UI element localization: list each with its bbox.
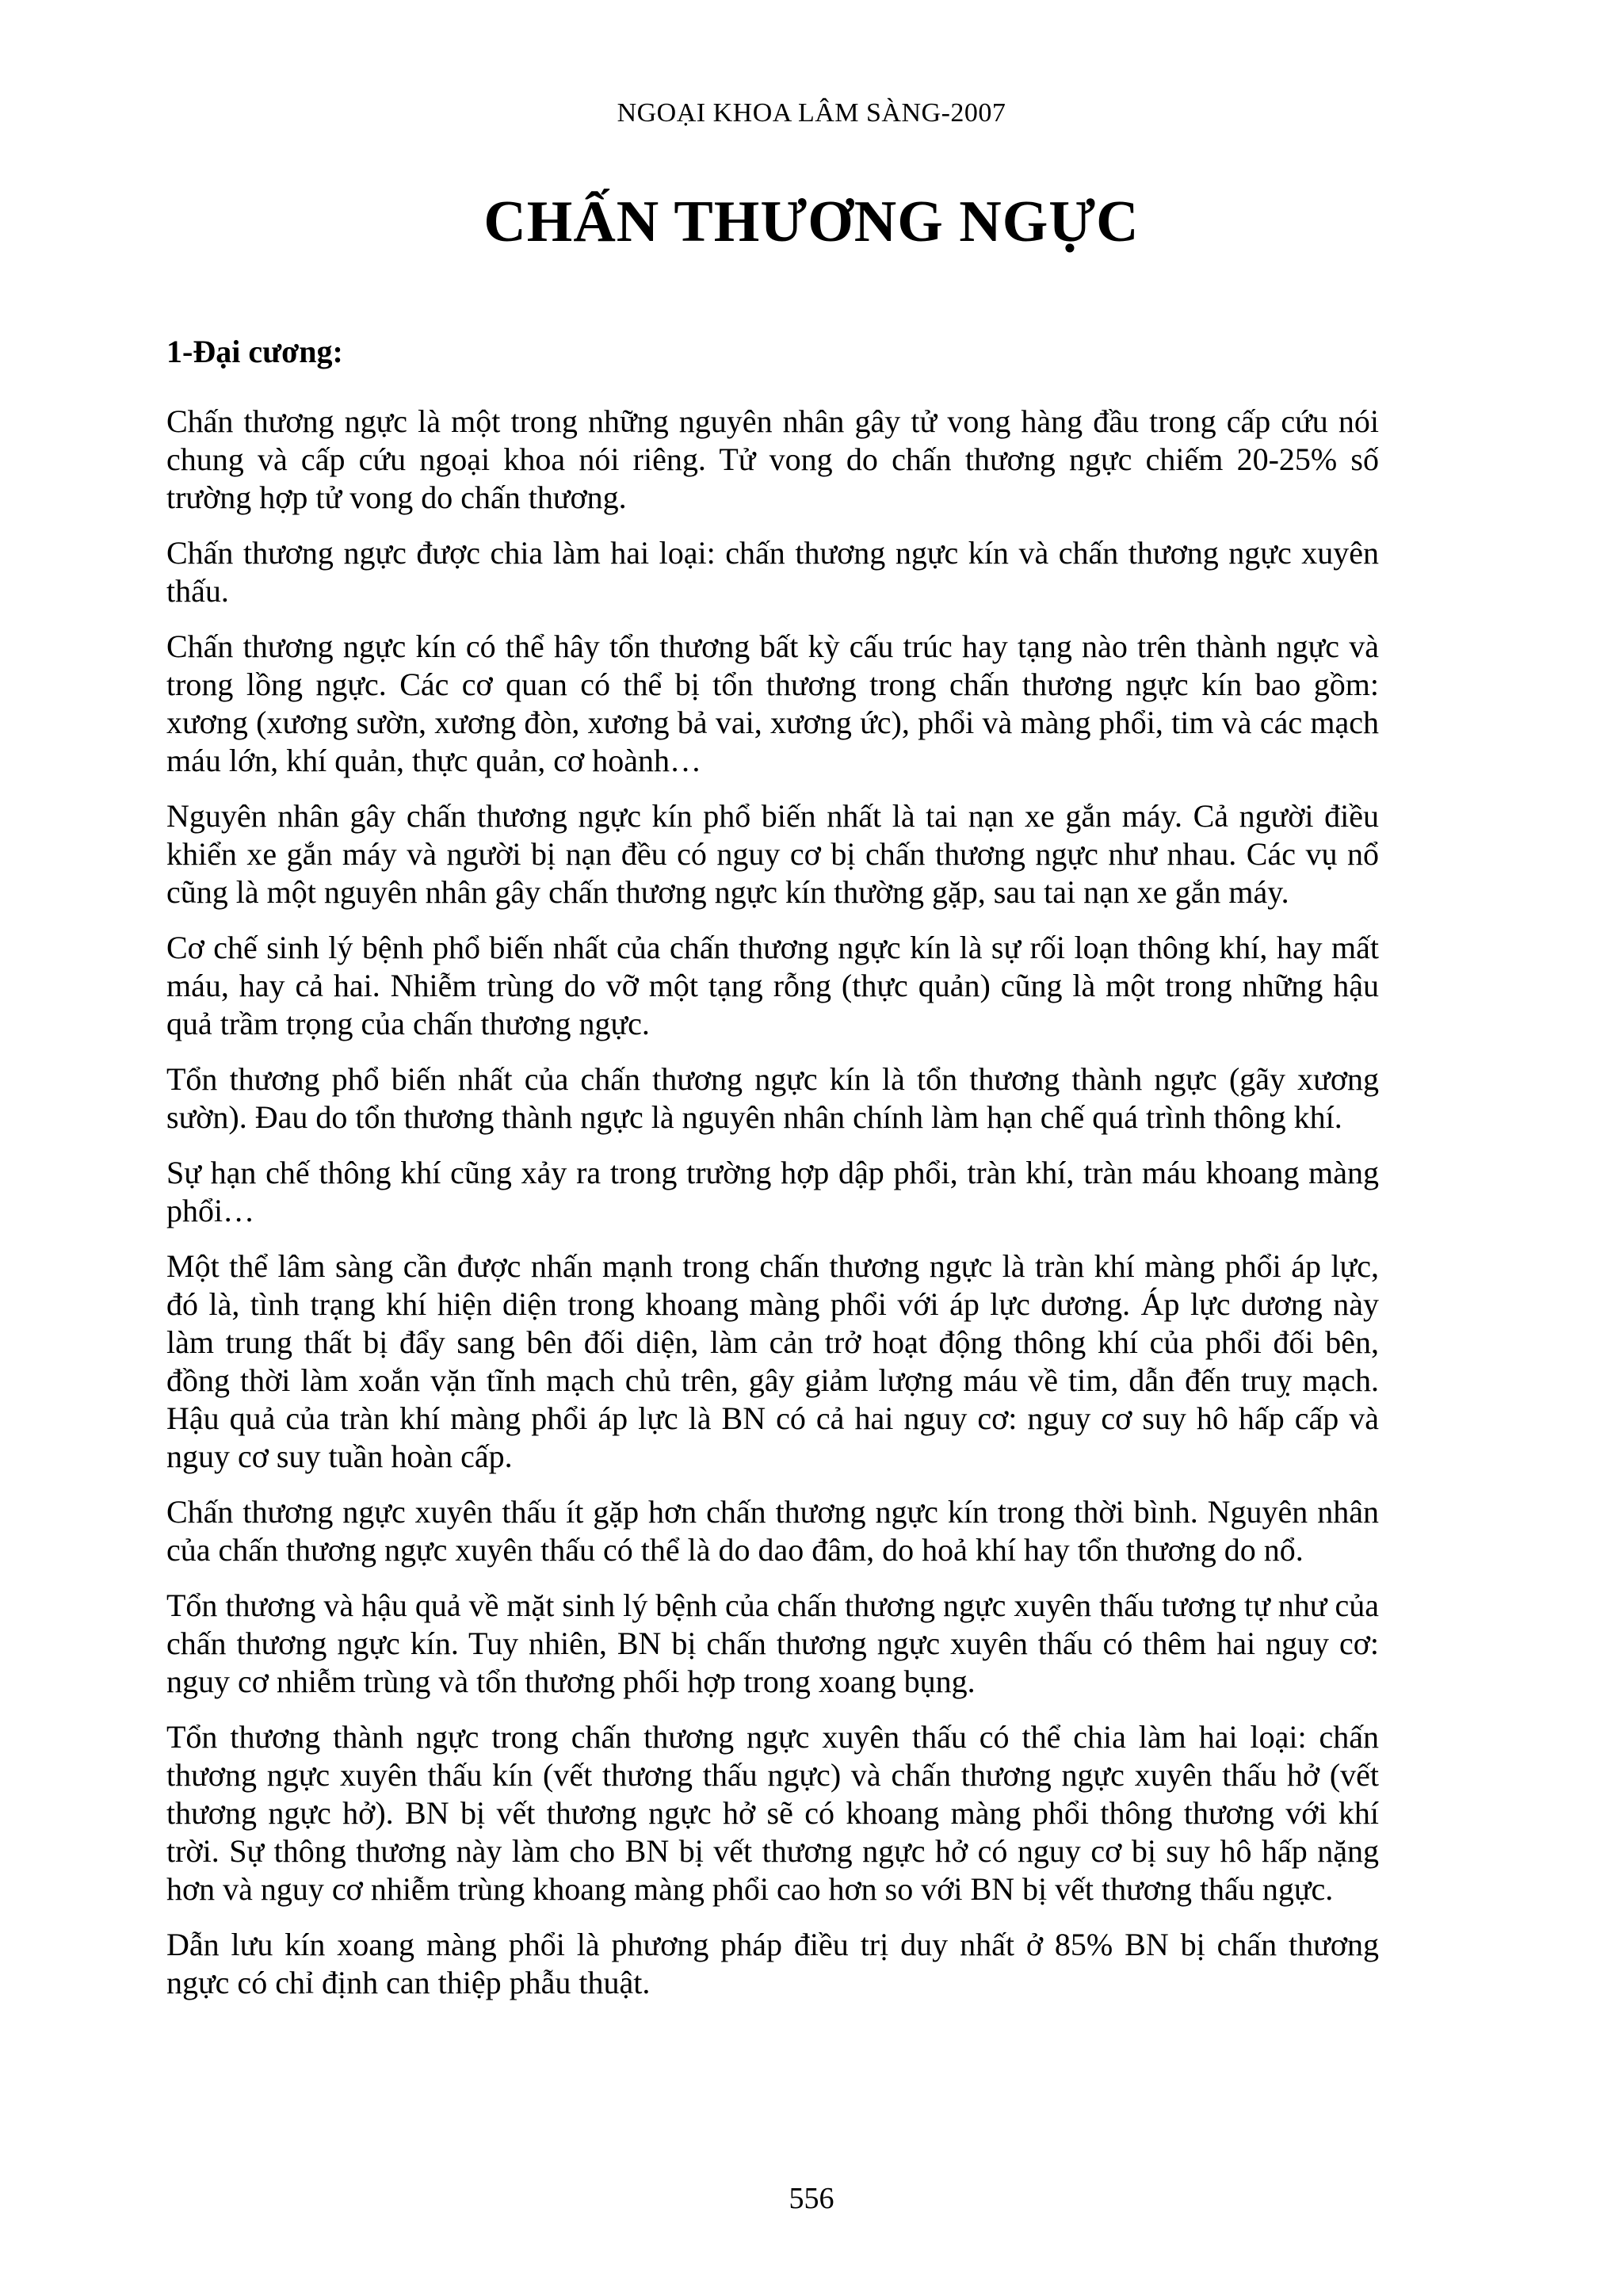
paragraph: Tổn thương và hậu quả về mặt sinh lý bệnh của chấn thương ngực xuyên thấu tương tự như của chấn thương ngực kín. Tuy nhiên, BN bị chấn thương ngực xuyên thấu có thêm hai nguy cơ: nguy cơ nhiễm trùng và tổn thương phối hợp trong xoang bụng. <box>166 1587 1379 1699</box>
paragraph: Nguyên nhân gây chấn thương ngực kín phổ biến nhất là tai nạn xe gắn máy. Cả người điều khiển xe gắn máy và người bị nạn đều có nguy cơ bị chấn thương ngực như nhau. Các vụ nổ cũng là một nguyên nhân gây chấn thương ngực kín thường gặp, sau tai nạn xe gắn máy. <box>166 798 1379 910</box>
running-header: NGOẠI KHOA LÂM SÀNG-2007 <box>617 98 1006 128</box>
page-number: 556 <box>789 2182 834 2215</box>
paragraph: Tổn thương phổ biến nhất của chấn thương ngực kín là tổn thương thành ngực (gãy xương sườn). Đau do tổn thương thành ngực là nguyên nhân chính làm hạn chế quá trình thông khí. <box>166 1061 1379 1135</box>
paragraph: Sự hạn chế thông khí cũng xảy ra trong trường hợp dập phổi, tràn khí, tràn máu khoang màng phổi… <box>166 1155 1379 1228</box>
paragraph: Một thể lâm sàng cần được nhấn mạnh trong chấn thương ngực là tràn khí màng phổi áp lực, đó là, tình trạng khí hiện diện trong khoang màng phổi với áp lực dương. Áp lực dương này làm trung thất bị đẩy sang bên đối diện, làm cản trở hoạt động thông khí của phổi đối bên, đồng thời làm xoắn vặn tĩnh mạch chủ trên, gây giảm lượng máu về tim, dẫn đến truỵ mạch. Hậu quả của tràn khí màng phổi áp lực là BN có cả hai nguy cơ: nguy cơ suy hô hấp cấp và nguy cơ suy tuần hoàn cấp. <box>166 1248 1379 1474</box>
paragraph: Chấn thương ngực xuyên thấu ít gặp hơn chấn thương ngực kín trong thời bình. Nguyên nhân của chấn thương ngực xuyên thấu có thể là do dao đâm, do hoả khí hay tổn thương do nổ. <box>166 1494 1379 1568</box>
paragraph: Dẫn lưu kín xoang màng phổi là phương pháp điều trị duy nhất ở 85% BN bị chấn thương ngực có chỉ định can thiệp phẫu thuật. <box>166 1927 1379 2000</box>
paragraph: Chấn thương ngực là một trong những nguyên nhân gây tử vong hàng đầu trong cấp cứu nói chung và cấp cứu ngoại khoa nói riêng. Tử vong do chấn thương ngực chiếm 20-25% số trường hợp tử vong do chấn thương. <box>166 403 1379 515</box>
page-title: CHẤN THƯƠNG NGỰC <box>483 189 1140 254</box>
paragraph: Chấn thương ngực được chia làm hai loại: chấn thương ngực kín và chấn thương ngực xuyên thấu. <box>166 535 1379 609</box>
body-text <box>166 333 1379 2019</box>
paragraph: Cơ chế sinh lý bệnh phổ biến nhất của chấn thương ngực kín là sự rối loạn thông khí, hay mất máu, hay cả hai. Nhiễm trùng do vỡ một tạng rỗng (thực quản) cũng là một trong những hậu quả trầm trọng của chấn thương ngực. <box>166 930 1379 1041</box>
paragraph: Tổn thương thành ngực trong chấn thương ngực xuyên thấu có thể chia làm hai loại: chấn thương ngực xuyên thấu kín (vết thương thấu ngực) và chấn thương ngực xuyên thấu hở (vết thương ngực hở). BN bị vết thương ngực hở sẽ có khoang màng phổi thông thương với khí trời. Sự thông thương này làm cho BN bị vết thương ngực hở có nguy cơ bị suy hô hấp nặng hơn và nguy cơ nhiễm trùng khoang màng phổi cao hơn so với BN bị vết thương thấu ngực. <box>166 1719 1379 1907</box>
paragraph: Chấn thương ngực kín có thể hây tổn thương bất kỳ cấu trúc hay tạng nào trên thành ngực và trong lồng ngực. Các cơ quan có thể bị tổn thương trong chấn thương ngực kín bao gồm: xương (xương sườn, xương đòn, xương bả vai, xương ức), phổi và màng phổi, tim và các mạch máu lớn, khí quản, thực quản, cơ hoành… <box>166 628 1379 778</box>
section-heading: 1-Đại cương: <box>166 334 343 369</box>
